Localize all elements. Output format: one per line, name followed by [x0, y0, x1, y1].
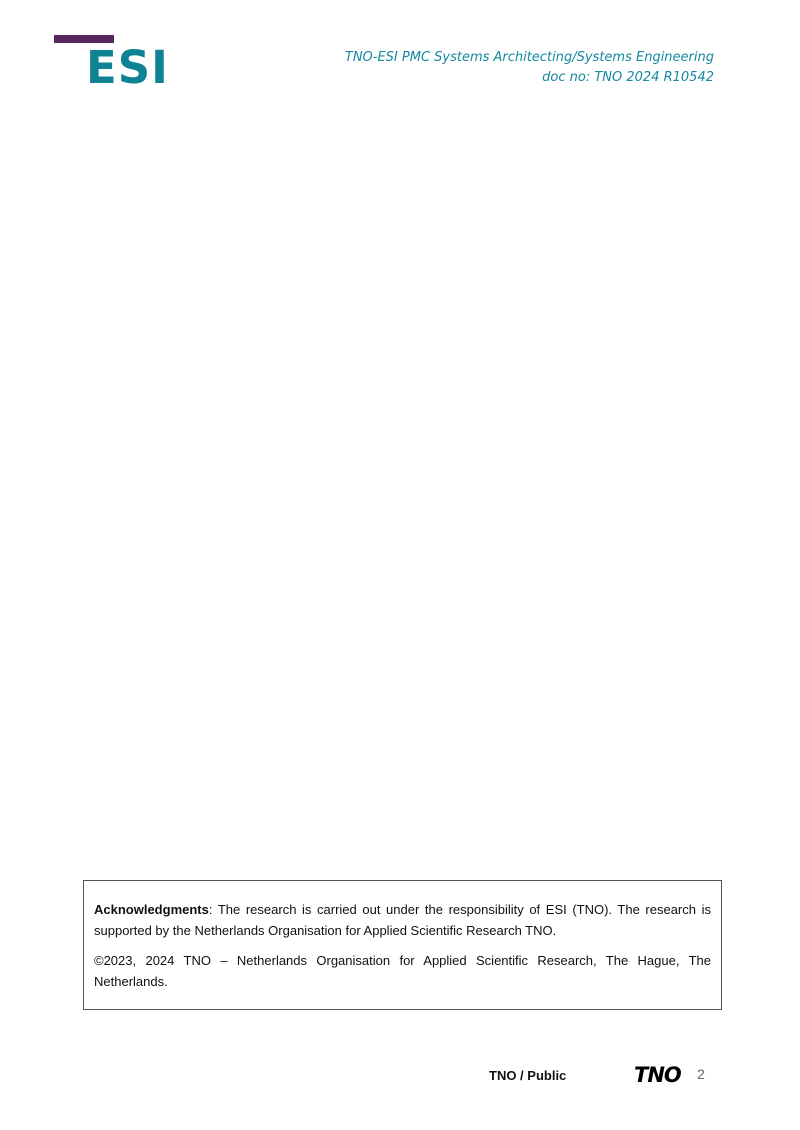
esi-logo-text: ESI	[86, 41, 169, 94]
classification-label: TNO / Public	[489, 1068, 567, 1083]
acknowledgments-box	[83, 880, 722, 1010]
page-footer	[0, 1065, 800, 1089]
acknowledgments-label: Acknowledgments	[94, 902, 209, 917]
esi-logo	[54, 35, 169, 95]
page-number: 2	[697, 1066, 705, 1082]
copyright-paragraph: ©2023, 2024 TNO – Netherlands Organisation for Applied Scientific Research, The Hague, The Netherlands.	[94, 953, 711, 989]
document-header	[345, 48, 714, 88]
header-title: TNO-ESI PMC Systems Architecting/Systems Engineering	[344, 50, 714, 65]
tno-logo: TNO	[634, 1063, 681, 1087]
acknowledgments-paragraph	[94, 899, 711, 941]
acknowledgments-text: : The research is carried out under the responsibility of ESI (TNO). The research is supported by the Netherlands Organisation for Applied Scientific Research TNO.	[94, 902, 711, 938]
header-doc-number: doc no: TNO 2024 R10542	[542, 70, 714, 85]
